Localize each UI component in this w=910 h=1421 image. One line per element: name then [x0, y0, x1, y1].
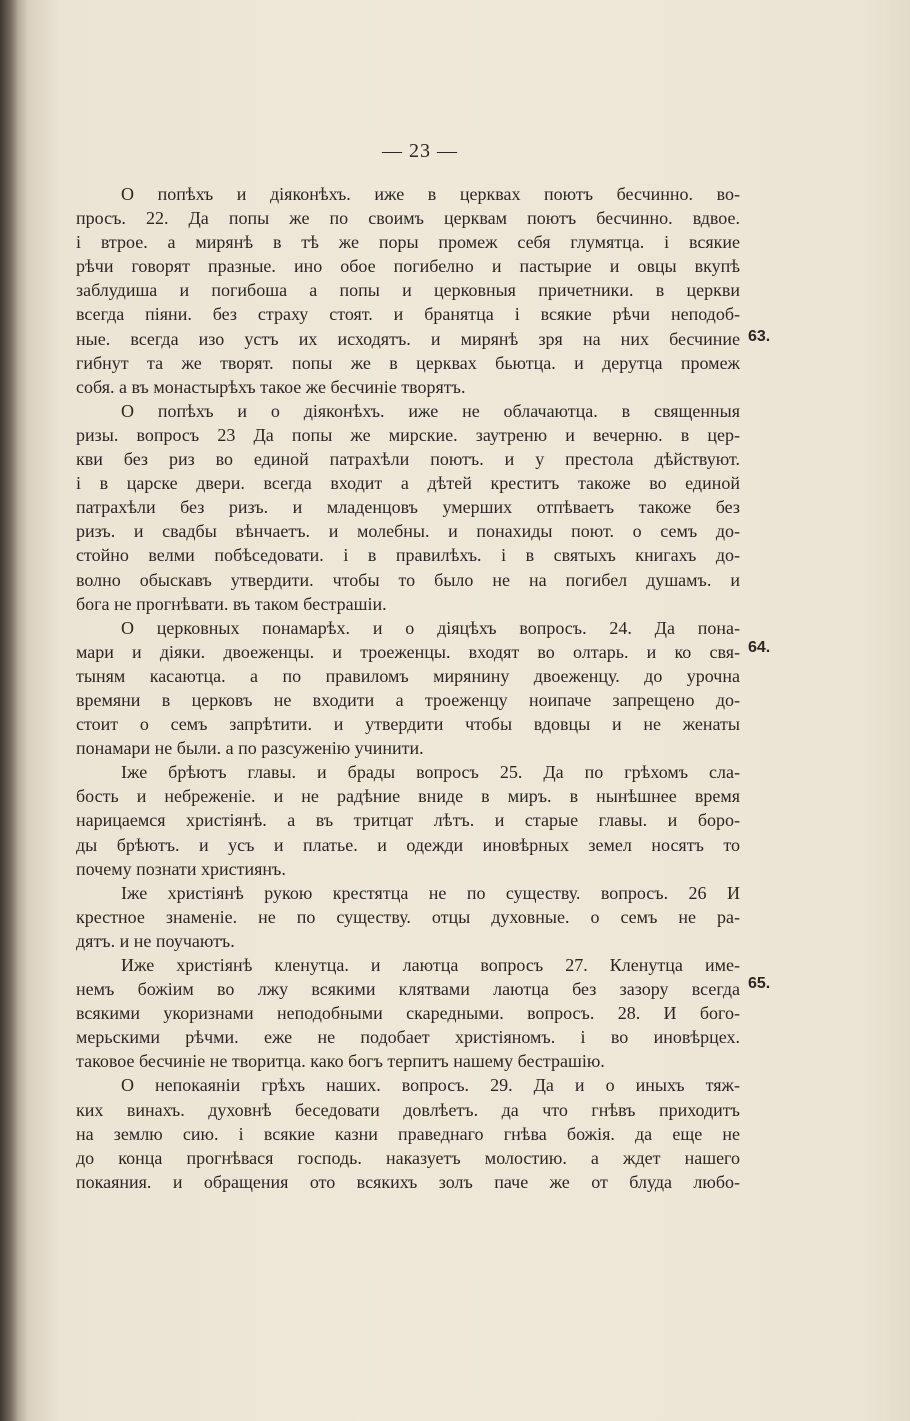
body-text — [76, 182, 740, 1194]
text-line: О попѣхъ и о діяконѣхъ. иже не облачаютца. в священныя — [121, 400, 740, 421]
text-line: заблудиша и погибоша а попы и церковныя причетники. в церкви — [76, 280, 740, 301]
text-line: ные. всегда изо устъ их исходятъ. и мирянѣ зря на них бесчиние — [76, 328, 740, 349]
text-line: до конца прогнѣвася господь. наказуетъ молостию. а ждет нашего — [76, 1147, 740, 1168]
text-line: патрахѣли без ризъ. и младенцовъ умерших отпѣваетъ такоже без — [76, 497, 740, 518]
margin-number: 64. — [748, 639, 771, 656]
text-line: Іже брѣютъ главы. и брады вопросъ 25. Да по грѣхомъ сла- — [121, 762, 740, 783]
text-line: О непокаяніи грѣхъ наших. вопросъ. 29. Да и о иныхъ тяж- — [121, 1075, 740, 1096]
margin-number: 63. — [748, 328, 771, 345]
text-line: волно обыскавъ утвердити. чтобы то было не на погибел душамъ. и — [76, 569, 740, 590]
text-line: покаяния. и обращения ото всякихъ золъ паче же от блуда любо- — [76, 1171, 740, 1192]
text-line: мари и діяки. двоеженцы. и троеженцы. входят во олтарь. и ко свя- — [76, 641, 740, 662]
text-line: і втрое. а мирянѣ в тѣ же поры промеж себя глумятца. і всякие — [76, 232, 740, 253]
text-line: ризы. вопросъ 23 Да попы же мирские. заутреню и вечерню. в цер- — [76, 424, 740, 445]
text-line: і в царске двери. всегда входит а дѣтей креститъ такоже во единой — [76, 473, 740, 494]
text-line: всегда піяни. без страху стоят. и бранятца і всякие рѣчи неподоб- — [76, 304, 740, 325]
text-line: стойно велми побѣседовати. і в правилѣхъ. і в святыхъ книгахъ до- — [76, 545, 740, 566]
text-line: на землю сию. і всякие казни праведнаго гнѣва божія. да еще не — [76, 1123, 740, 1144]
text-line: рѣчи говорят празные. ино обое погибелно и пастырие и овцы вкупѣ — [76, 256, 740, 277]
text-line: тыням касаютца. а по правиломъ мирянину двоеженцу. до урочна — [76, 665, 740, 686]
page-binding-edge — [0, 0, 18, 1421]
text-line: всякими укоризнами неподобными скаредными. вопросъ. 28. И бого- — [76, 1003, 740, 1024]
text-line: кви без риз во единой патрахѣли поютъ. и у престола дѣйствуют. — [76, 449, 740, 470]
text-line: О попѣхъ и діяконѣхъ. иже в церквах поютъ бесчинно. во- — [121, 184, 740, 204]
text-line: времяни в церковъ не входити а троеженцу ноипаче запрещено до- — [76, 689, 740, 710]
text-line: просъ. 22. Да попы же по своимъ церквам поютъ бесчинно. вдвое. — [76, 208, 740, 229]
text-line: понамари не были. а по разсуженію учинити. — [76, 738, 424, 759]
margin-number: 65. — [748, 975, 771, 992]
text-line: О церковных понамарѣх. и о діяцѣхъ вопросъ. 24. Да пона- — [121, 617, 740, 638]
page-number: — 23 — — [382, 140, 458, 162]
text-line: ких винахъ. духовнѣ беседовати довлѣетъ. да что гнѣвъ приходитъ — [76, 1099, 740, 1120]
text-line: Иже христіянѣ кленутца. и лаютца вопросъ 27. Кленутца име- — [121, 955, 740, 975]
text-line: дятъ. и не поучаютъ. — [76, 930, 235, 951]
text-line: немъ божіим во лжу всякими клятвами лаютца без зазору всегда — [76, 979, 740, 1000]
text-line: бога не прогнѣвати. въ таком бестрашіи. — [76, 593, 387, 614]
text-line: крестное знаменіе. не по существу. отцы духовные. о семъ не ра- — [76, 906, 740, 927]
text-line: Іже христіянѣ рукою крестятца не по существу. вопросъ. 26 И — [121, 882, 740, 903]
text-line: гибнут та же творят. попы же в церквах бьютца. и дерутца промеж — [76, 352, 740, 373]
text-line: ды брѣютъ. и усъ и платье. и одежди иновѣрных земел носятъ то — [76, 834, 740, 855]
text-line: бость и небреженіе. и не радѣние вниде в миръ. в нынѣшнее время — [76, 786, 740, 807]
text-line: собя. а въ монастырѣхъ такое же бесчиніе творятъ. — [76, 376, 466, 397]
text-line: почему познати християнъ. — [76, 858, 286, 879]
text-line: ризъ. и свадбы вѣнчаетъ. и молебны. и понахиды поют. о семъ до- — [76, 521, 740, 542]
text-line: нарицаемся христіянѣ. а въ тритцат лѣтъ. и старые главы. и боро- — [76, 810, 740, 831]
text-line: таковое бесчиніе не творитца. како богъ терпитъ нашему бестрашію. — [76, 1051, 605, 1072]
text-line: мерьскими рѣчми. еже не подобает христіяномъ. і во иновѣрцех. — [76, 1027, 740, 1048]
text-line: стоит о семъ запрѣтити. и утвердити чтобы вдовцы и не женаты — [76, 714, 740, 735]
